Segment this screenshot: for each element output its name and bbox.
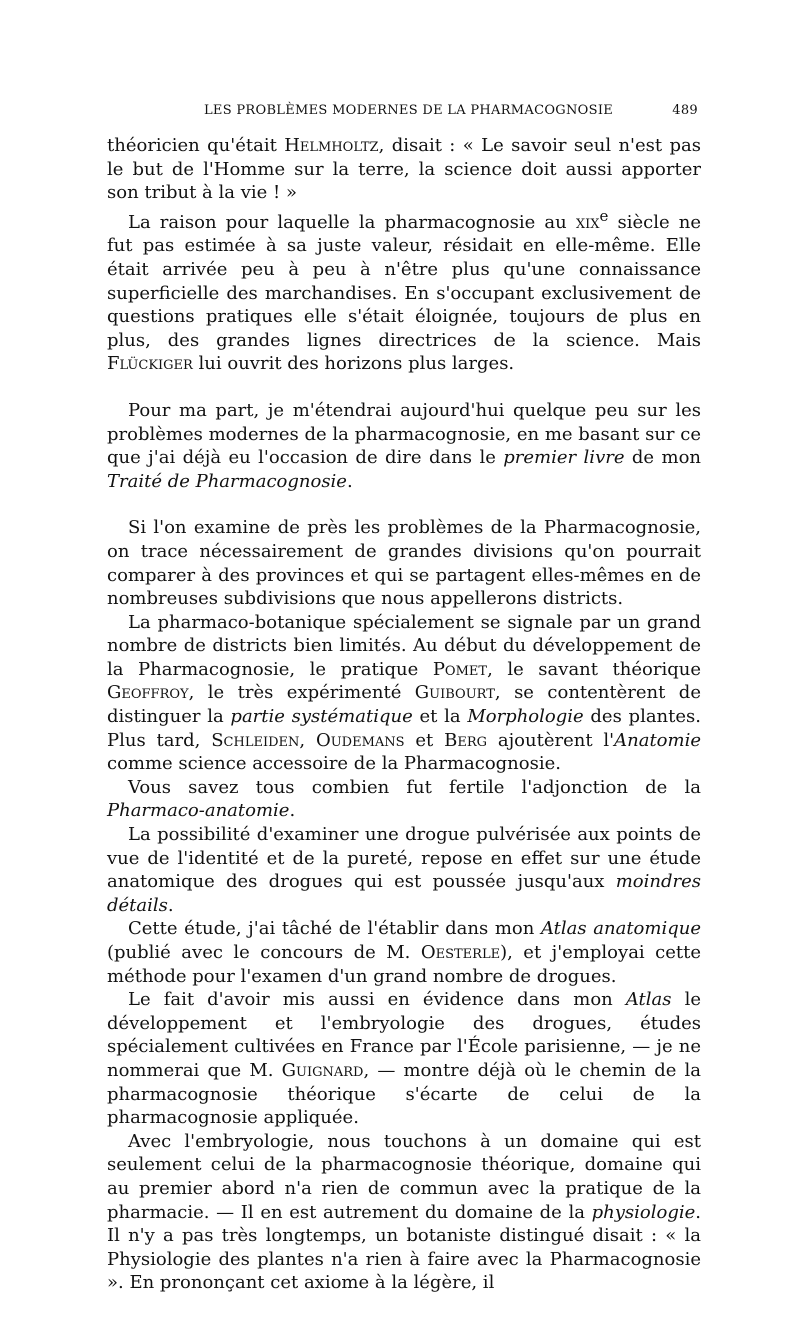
author-name: Geoffroy: [107, 682, 189, 704]
paragraph-divisions: Si l'on examine de près les problèmes de la Pharmacognosie, on trace nécessairement de grandes divisions qu'on pourrait comparer à des provinces et qui se partagent elles-mêmes en de nombreuses subdivisions que nous appellerons districts.: [107, 517, 701, 610]
author-name: Schleiden: [211, 729, 300, 751]
body-text: [107, 134, 701, 1295]
paragraph-embryologie-atlas: Le fait d'avoir mis aussi en évidence dans mon Atlas le développement et l'embryologie des drogues, études spécialement cultivées en France par l'École parisienne, — je ne nommerai que M. Guignard, — montre déjà où le chemin de la pharmacognosie théorique s'écarte de celui de la pharmacognosie appliquée.: [107, 989, 701, 1129]
author-name: Helmholtz: [284, 135, 379, 156]
paragraph-pharmaco-anatomie: Vous savez tous combien fut fertile l'adjonction de la Pharmaco-anatomie.: [107, 776, 701, 822]
century-numeral: xix: [575, 211, 600, 233]
author-name: Oudemans: [315, 729, 405, 751]
author-name: Oesterle: [420, 942, 501, 963]
paragraph-pharmaco-botanique: La pharmaco-botanique spécialement se signale par un grand nombre de districts bien limités. Au début du développement de la Pharmacognosie, le pratique Pomet, le savant théorique Geoffroy, le très expérimenté Guibourt, se contentèrent de distinguer la partie systématique et la Morphologie des plantes. Plus tard, Schleiden, Oudemans et Berg ajoutèrent l'Anatomie comme science accessoire de la Pharmacognosie.: [107, 611, 701, 775]
italic-text: Morphologie: [467, 706, 584, 728]
italic-text: premier livre: [503, 447, 625, 469]
paragraph-atlas-anatomique: Cette étude, j'ai tâché de l'établir dans mon Atlas anatomique (publié avec le concours de M. Oesterle), et j'employai cette méthode pour l'examen d'un grand nombre de drogues.: [107, 918, 701, 987]
paragraph-physiologie: Avec l'embryologie, nous touchons à un domaine qui est seulement celui de la pharmacognosie théorique, domaine qui au premier abord n'a rien de commun avec la pratique de la pharmacie. — Il en est autrement du domaine de la physiologie. Il n'y a pas très longtemps, un botaniste distingué disait : « la Physiologie des plantes n'a rien à faire avec la Pharmacognosie ». En prononçant cet axiome à la légère, il: [107, 1130, 701, 1294]
italic-text: partie systématique: [230, 706, 413, 728]
running-title: LES PROBLÈMES MODERNES DE LA PHARMACOGNOSIE: [204, 103, 614, 118]
book-title: Traité de Pharmacognosie: [107, 470, 347, 492]
author-name: Berg: [444, 729, 488, 751]
book-title: Atlas: [625, 989, 672, 1011]
author-name: Pomet: [432, 658, 488, 680]
paragraph-helmholtz: théoricien qu'était Helmholtz, disait : « Le savoir seul n'est pas le but de l'Homme sur la terre, la science doit aussi apporter son tribut à la vie ! »: [107, 135, 701, 204]
italic-text: moindres détails: [107, 871, 701, 916]
paragraph-nineteenth-century: La raison pour laquelle la pharmacognosie au xix$^e$ siècle ne fut pas estimée à sa juste valeur, résidait en elle-même. Elle était arrivée peu à peu à n'être plus qu'une connaissance superficielle des marchandises. En s'occupant exclusivement de questions pratiques elle s'était éloignée, toujours de plus en plus, des grandes lignes directrices de la science. Mais Flückiger lui ouvrit des horizons plus larges.: [107, 206, 701, 375]
author-name: Guignard: [281, 1059, 364, 1081]
author-name: Guibourt: [414, 682, 495, 704]
paragraph-intro: Pour ma part, je m'étendrai aujourd'hui quelque peu sur les problèmes modernes de la pharmacognosie, en me basant sur ce que j'ai déjà eu l'occasion de dire dans le premier livre de mon Traité de Pharmacognosie.: [107, 399, 701, 492]
book-title: Atlas anatomique: [541, 918, 701, 940]
page-number: 489: [672, 103, 698, 118]
author-name: Flückiger: [107, 353, 193, 375]
running-header: [204, 103, 698, 123]
italic-text: Anatomie: [614, 729, 701, 751]
italic-text: Pharmaco-anatomie: [107, 800, 290, 822]
paragraph-drogue-pulverisee: La possibilité d'examiner une drogue pulvérisée aux points de vue de l'identité et de la pureté, repose en effet sur une étude anatomique des drogues qui est poussée jusqu'aux moindres détails.: [107, 824, 701, 916]
italic-text: physiologie: [591, 1201, 696, 1223]
